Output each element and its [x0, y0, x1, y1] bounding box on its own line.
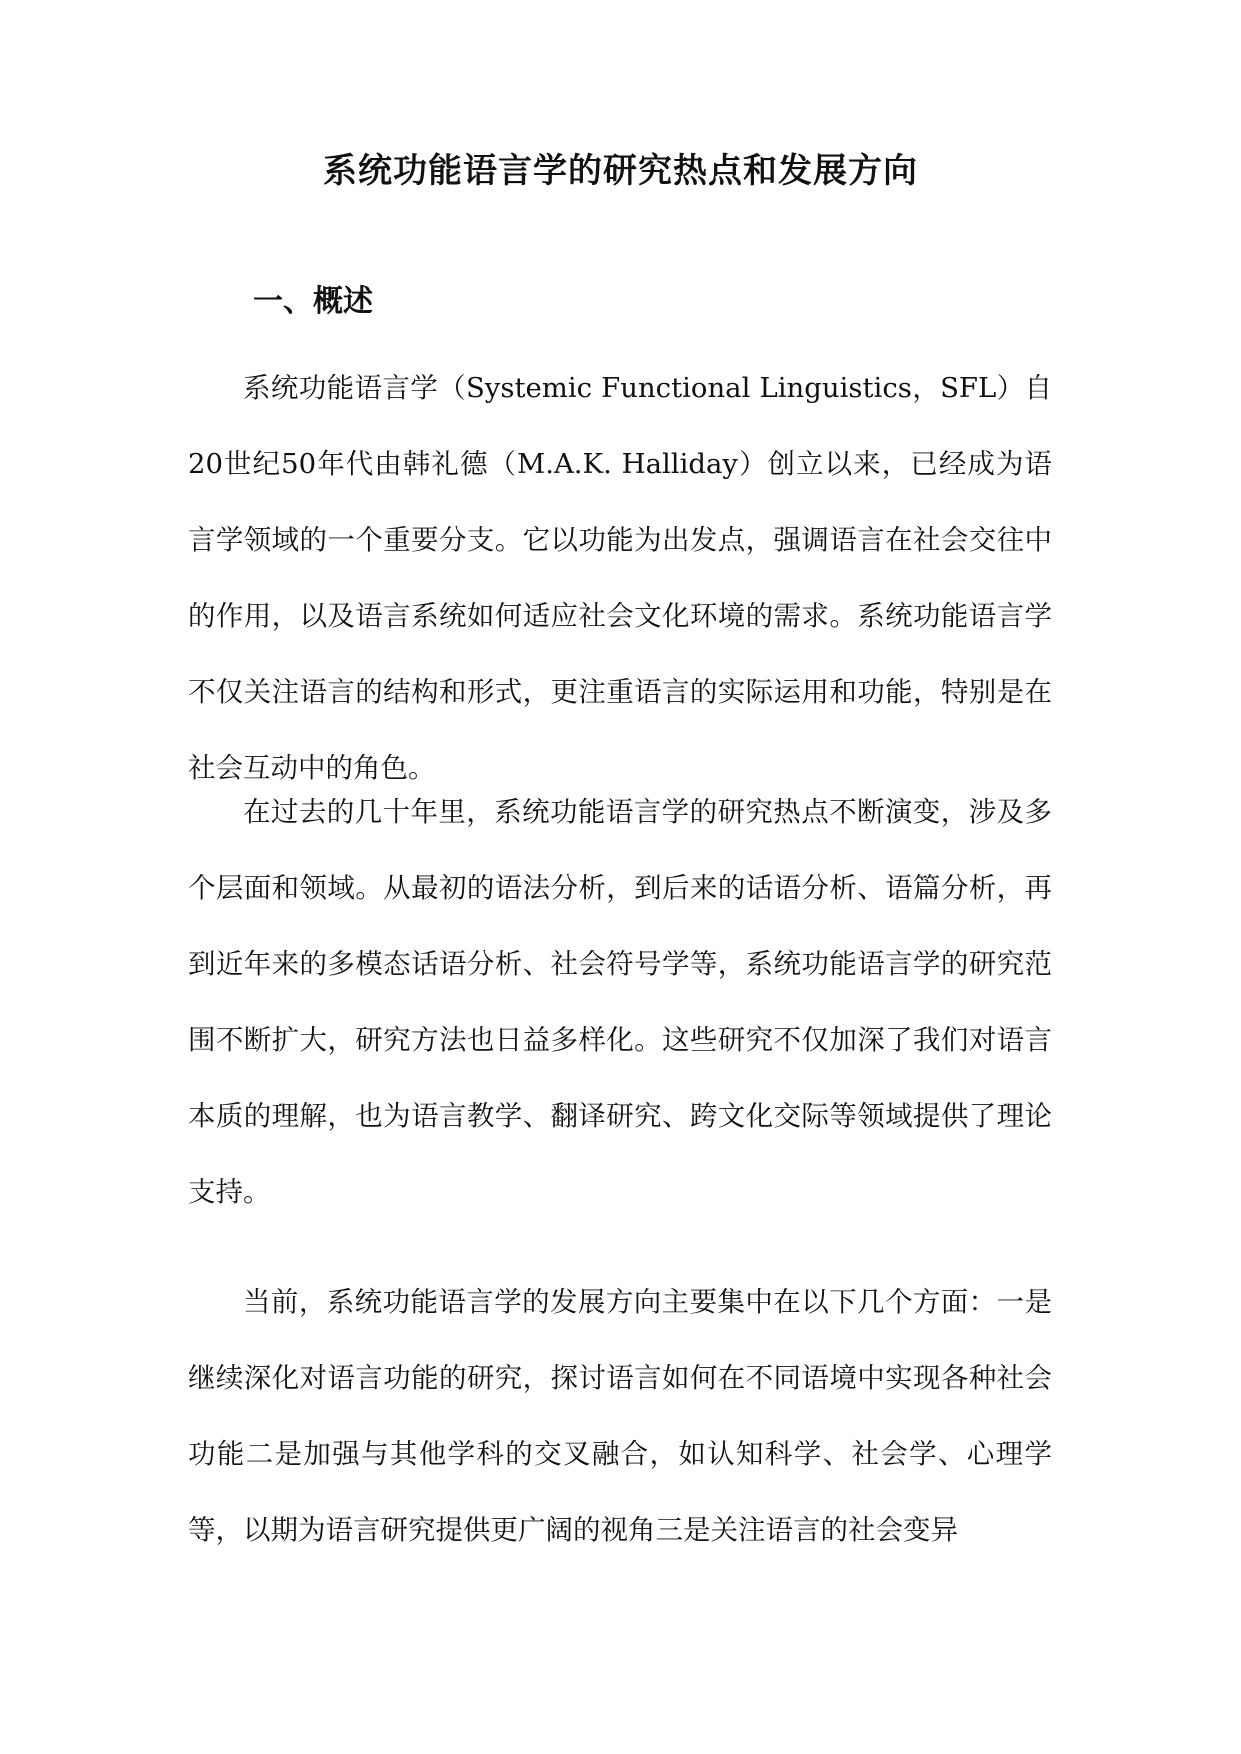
section-heading: 一、概述 — [253, 284, 373, 319]
document-title: 系统功能语言学的研究热点和发展方向 — [323, 151, 918, 191]
paragraph-overview-2: 在过去的几十年里，系统功能语言学的研究热点不断演变，涉及多个层面和领域。从最初的语法分析，到后来的话语分析、语篇分析，再到近年来的多模态话语分析、社会符号学等，系统功能语言学的研究范围不断扩大，研究方法也日益多样化。这些研究不仅加深了我们对语言本质的理解，也为语言教学、翻译研究、跨文化交际等领域提供了理论支持。 — [188, 796, 1052, 1208]
paragraph-overview-1: 系统功能语言学（Systemic Functional Linguistics，SFL）自20世纪50年代由韩礼德（M.A.K. Halliday）创立以来，已经成为语言学领域的一个重要分支。它以功能为出发点，强调语言在社会交往中的作用，以及语言系统如何适应社会文化环境的需求。系统功能语言学不仅关注语言的结构和形式，更注重语言的实际运用和功能，特别是在社会互动中的角色。 — [188, 372, 1052, 784]
paragraph-overview-3: 当前，系统功能语言学的发展方向主要集中在以下几个方面：一是继续深化对语言功能的研究，探讨语言如何在不同语境中实现各种社会功能二是加强与其他学科的交叉融合，如认知科学、社会学、心理学等，以期为语言研究提供更广阔的视角三是关注语言的社会变异 — [188, 1286, 1052, 1546]
